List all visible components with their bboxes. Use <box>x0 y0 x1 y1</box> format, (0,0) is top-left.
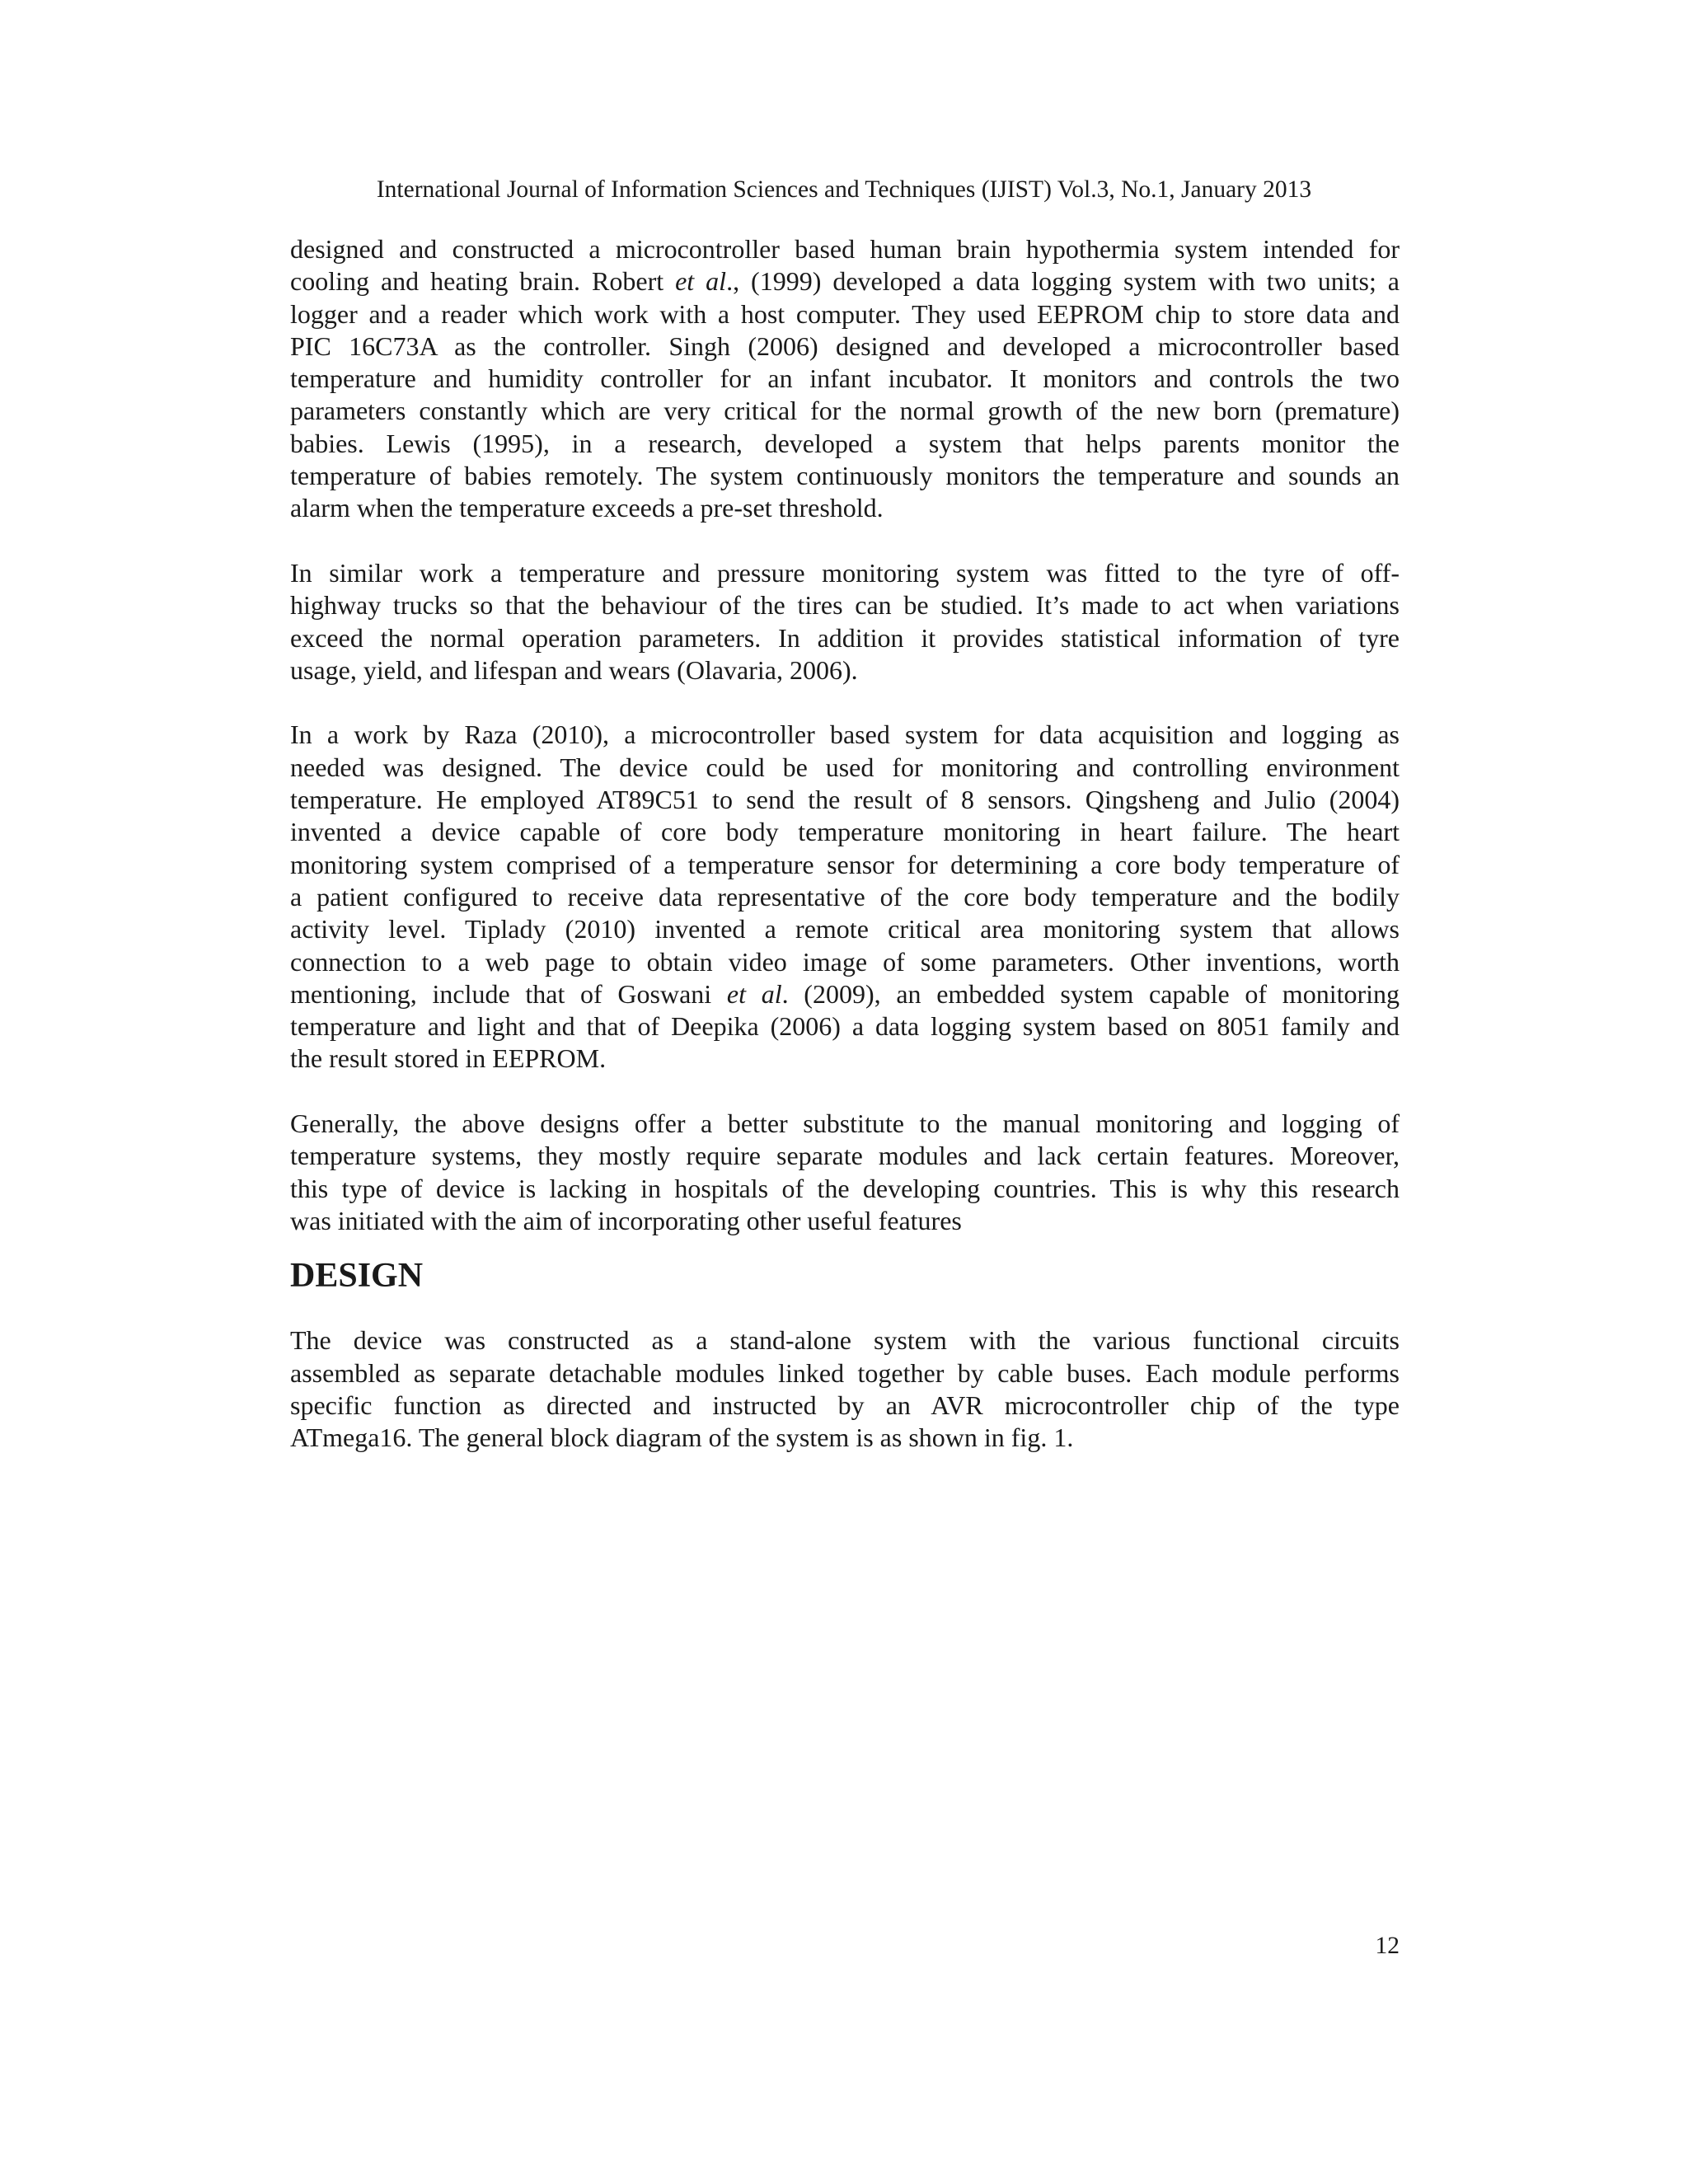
section-paragraph <box>290 1324 1400 1454</box>
paragraph-3 <box>290 719 1400 1075</box>
text-line <box>290 265 1400 298</box>
text-line: temperature systems, they mostly require separate modules and lack certain features. Moreover, <box>290 1141 1400 1171</box>
body-text <box>290 233 1400 1454</box>
text-line: temperature and light and that of Deepika (2006) a data logging system based on 8051 family and <box>290 1011 1400 1042</box>
text-line: logger and a reader which work with a host computer. They used EEPROM chip to store data and <box>290 298 1400 329</box>
text-line: In similar work a temperature and pressure monitoring system was fitted to the tyre of off- <box>290 557 1400 588</box>
text-fragment: ., (1999) developed a data logging system with two units; a <box>726 266 1400 297</box>
text-line: In a work by Raza (2010), a microcontroller based system for data acquisition and logging as <box>290 719 1400 750</box>
text-line: invented a device capable of core body temperature monitoring in heart failure. The heart <box>290 817 1400 847</box>
text-line: Generally, the above designs offer a better substitute to the manual monitoring and logging of <box>290 1108 1400 1139</box>
paragraph-4 <box>290 1108 1400 1237</box>
text-line: assembled as separate detachable modules linked together by cable buses. Each module performs <box>290 1357 1400 1388</box>
text-line: The device was constructed as a stand-alone system with the various functional circuits <box>290 1325 1400 1356</box>
text-line: alarm when the temperature exceeds a pre-set threshold. <box>290 493 884 523</box>
italic-fragment: et al <box>675 266 727 297</box>
text-line: temperature and humidity controller for an infant incubator. It monitors and controls the two <box>290 363 1400 394</box>
paragraph-gap <box>290 525 1400 557</box>
italic-fragment: et al <box>726 978 782 1009</box>
text-line: needed was designed. The device could be used for monitoring and controlling environment <box>290 752 1400 782</box>
text-line: ATmega16. The general block diagram of the system is as shown in fig. 1. <box>290 1422 1074 1453</box>
section-heading: DESIGN <box>290 1257 424 1296</box>
running-header: International Journal of Information Sciences and Techniques (IJIST) Vol.3, No.1, January 2013 <box>376 176 1312 203</box>
text-line: activity level. Tiplady (2010) invented a remote critical area monitoring system that allows <box>290 914 1400 944</box>
text-line: PIC 16C73A as the controller. Singh (2006) designed and developed a microcontroller based <box>290 330 1400 361</box>
text-line: highway trucks so that the behaviour of the tires can be studied. It’s made to act when variations <box>290 590 1400 621</box>
text-line: this type of device is lacking in hospitals of the developing countries. This is why this research <box>290 1173 1400 1203</box>
text-line: the result stored in EEPROM. <box>290 1043 607 1074</box>
text-line: a patient configured to receive data representative of the core body temperature and the bodily <box>290 881 1400 912</box>
paragraph-gap <box>290 1076 1400 1108</box>
paragraph-2 <box>290 557 1400 687</box>
text-line: temperature of babies remotely. The system continuously monitors the temperature and sounds an <box>290 461 1400 491</box>
text-line: specific function as directed and instructed by an AVR microcontroller chip of the type <box>290 1390 1400 1420</box>
text-line: connection to a web page to obtain video image of some parameters. Other inventions, worth <box>290 946 1400 977</box>
text-line: monitoring system comprised of a temperature sensor for determining a core body temperature of <box>290 849 1400 879</box>
text-fragment: mentioning, include that of Goswani <box>290 978 727 1009</box>
text-line: usage, yield, and lifespan and wears (Olavaria, 2006). <box>290 654 858 685</box>
text-line: parameters constantly which are very critical for the normal growth of the new born (premature) <box>290 396 1400 426</box>
text-line: babies. Lewis (1995), in a research, developed a system that helps parents monitor the <box>290 428 1400 458</box>
paragraph-1 <box>290 233 1400 525</box>
text-line: exceed the normal operation parameters. In addition it provides statistical information of tyre <box>290 622 1400 653</box>
paragraph-gap <box>290 687 1400 719</box>
text-fragment: cooling and heating brain. Robert <box>290 266 676 297</box>
text-line: temperature. He employed AT89C51 to send the result of 8 sensors. Qingsheng and Julio (2004) <box>290 785 1400 815</box>
text-line: was initiated with the aim of incorporating other useful features <box>290 1205 962 1235</box>
text-fragment: . (2009), an embedded system capable of monitoring <box>781 978 1400 1009</box>
text-line <box>290 978 1400 1010</box>
text-line: designed and constructed a microcontroller based human brain hypothermia system intended for <box>290 234 1400 264</box>
page-number: 12 <box>1375 1933 1400 1959</box>
